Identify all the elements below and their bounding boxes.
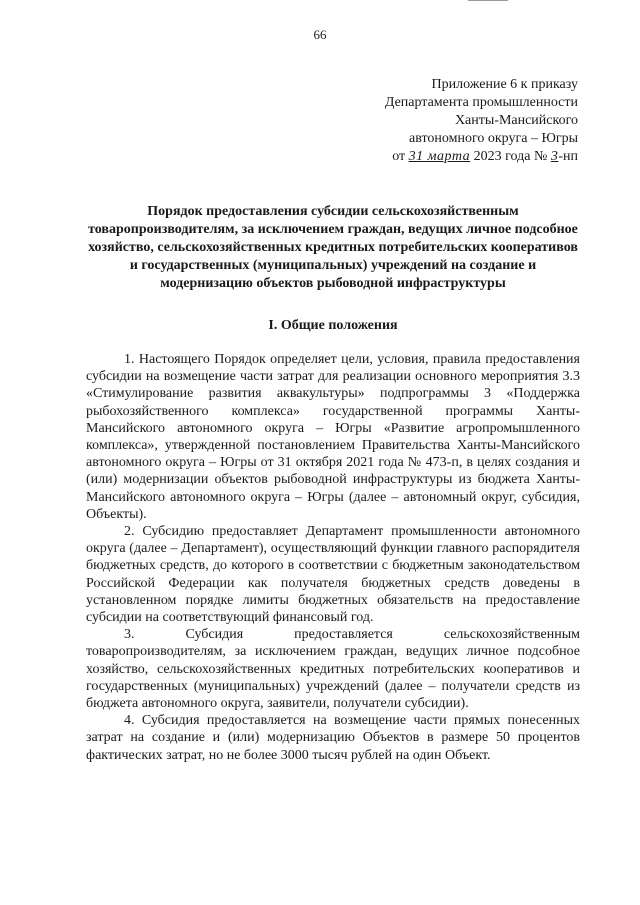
scan-mark (468, 0, 508, 3)
appendix-date-line (278, 148, 578, 166)
paragraph-2: 2. Субсидию предоставляет Департамент промышленности автономного округа (далее – Департамент), осуществляющий функции главного распорядителя бюджетных средств, до которого в соответствии с бюджетным законодательством Российской Федерации как получателя бюджетных средств доведены в установленном порядке лимиты бюджетных обязательств на предоставление субсидии на соответствующий финансовый год. (86, 524, 580, 626)
paragraph-4: 4. Субсидия предоставляется на возмещение части прямых понесенных затрат на создание и (или) модернизацию Объектов в размере 50 процентов фактических затрат, но не более 3000 тысяч рублей на один Объект. (86, 713, 580, 763)
handwritten-number: 3 (550, 149, 559, 164)
paragraph-1: 1. Настоящего Порядок определяет цели, условия, правила предоставления субсидии на возмещение части затрат для реализации основного мероприятия 3.3 «Стимулирование развития аквакультуры» подпрограммы 3 «Поддержка рыбохозяйственного комплекса» государственной программы Ханты-Мансийского автономного округа – Югры «Развитие агропромышленного комплекса», утвержденной постановлением Правительства Ханты-Мансийского автономного округа – Югры от 31 октября 2021 года № 473-п, в целях создания и (или) модернизации объектов рыбоводной инфраструктуры из бюджета Ханты-Мансийского автономного округа – Югры (далее – автономный округ, субсидия, Объекты). (86, 352, 580, 522)
document-title: Порядок предоставления субсидии сельскохозяйственным товаропроизводителям, за исключением граждан, ведущих личное подсобное хозяйство, сельскохозяйственных кредитных потребительских кооперативов и государственных (муниципальных) учреждений на создание и модернизацию объектов рыбоводной инфраструктуры (88, 204, 578, 291)
page-number: 66 (313, 27, 327, 42)
appendix-line-2: Департамента промышленности (384, 95, 578, 110)
date-prefix: от (392, 149, 406, 164)
appendix-line-3: Ханты-Мансийского (454, 113, 578, 128)
appendix-line-4: автономного округа – Югры (409, 131, 578, 146)
body-text (86, 351, 580, 764)
appendix-line-1: Приложение 6 к приказу (431, 77, 578, 92)
number-suffix: -нп (558, 149, 578, 164)
section-heading: I. Общие положения (268, 318, 398, 333)
appendix-header (278, 76, 578, 166)
paragraph-3: 3. Субсидия предоставляется сельскохозяйственным товаропроизводителям, за исключением граждан, ведущих личное подсобное хозяйство, сельскохозяйственных кредитных потребительских кооперативов и государственных (муниципальных) учреждений (далее – получатели средств из бюджета автономного округа, заявители, получатели субсидии). (86, 627, 580, 712)
date-suffix: 2023 года № (473, 149, 548, 164)
handwritten-date: 31 марта (408, 149, 471, 164)
